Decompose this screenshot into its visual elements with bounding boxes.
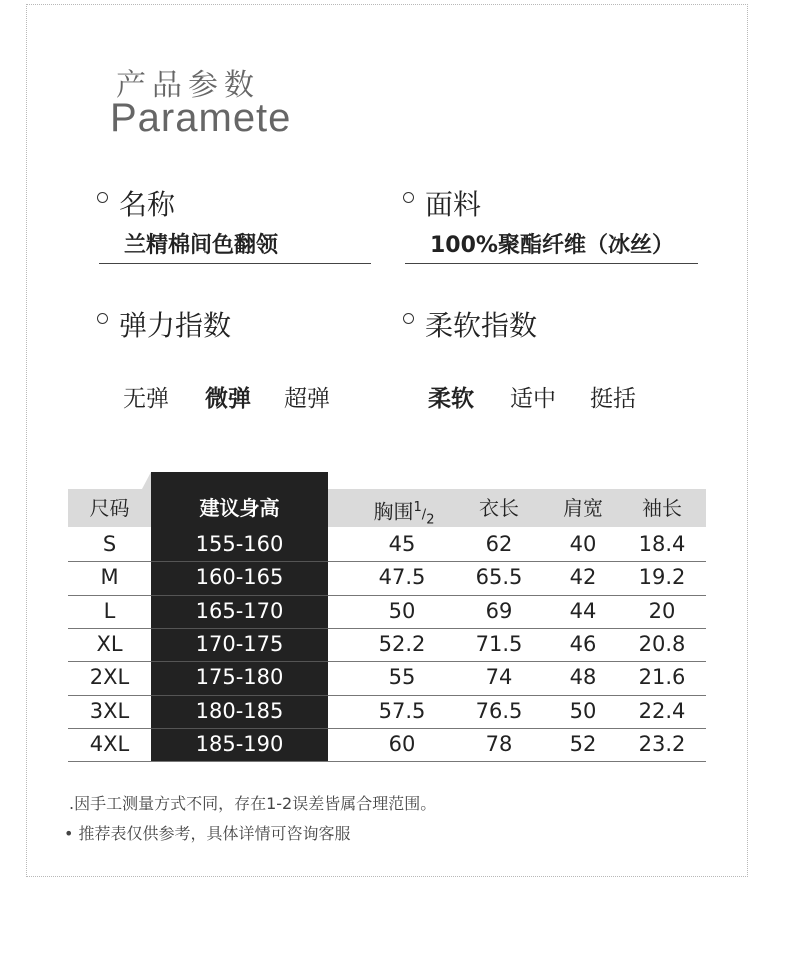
cell-sleeve: 23.2 (638, 731, 686, 756)
cell-chest: 47.5 (378, 565, 426, 590)
cell-height: 185-190 (195, 731, 284, 756)
elasticity-option-none: 无弹 (123, 386, 169, 412)
cell-length: 62 (485, 532, 513, 556)
cell-shoulder: 44 (569, 598, 597, 623)
note-reference: • 推荐表仅供参考，具体详情可咨询客服 (64, 824, 351, 843)
bullet-circle-icon (403, 313, 414, 324)
cell-sleeve: 20 (648, 598, 676, 623)
softness-option-stiff: 挺括 (590, 386, 636, 412)
section-title-cn: 产品参数 (116, 68, 260, 103)
elasticity-option-high: 超弹 (284, 386, 330, 412)
cell-length: 78 (485, 731, 513, 756)
cell-height: 175-180 (195, 665, 284, 690)
cell-size: 2XL (89, 665, 130, 690)
header-chest-sub: 2 (426, 512, 435, 528)
cell-shoulder: 46 (569, 631, 597, 656)
cell-size: L (103, 598, 116, 623)
cell-shoulder: 48 (569, 665, 597, 690)
cell-shoulder: 52 (569, 731, 597, 756)
bullet-circle-icon (97, 192, 108, 203)
cell-chest: 60 (388, 731, 416, 756)
cell-length: 76.5 (475, 698, 523, 723)
cell-size: 4XL (89, 731, 130, 756)
param-softness-label: 柔软指数 (425, 309, 538, 342)
cell-length: 71.5 (475, 631, 523, 656)
cell-length: 65.5 (475, 565, 523, 590)
elasticity-option-slight: 微弹 (205, 386, 251, 412)
param-name-value: 兰精棉间色翻领 (124, 233, 279, 258)
cell-chest: 50 (388, 598, 416, 623)
cell-chest: 45 (388, 532, 416, 556)
cell-height: 170-175 (195, 631, 284, 656)
param-name-underline (99, 263, 371, 264)
header-chest: 胸围$^1/_2$ (373, 499, 435, 528)
softness-option-medium: 适中 (510, 386, 556, 412)
param-fabric-label: 面料 (425, 188, 482, 221)
cell-sleeve: 19.2 (638, 565, 686, 590)
header-shoulder: 肩宽 (563, 496, 603, 520)
cell-length: 69 (485, 598, 513, 623)
param-fabric-underline (405, 263, 698, 264)
param-elasticity-label: 弹力指数 (119, 309, 232, 342)
cell-length: 74 (485, 665, 513, 690)
cell-shoulder: 40 (569, 532, 597, 556)
header-chest-label: 胸围 (373, 499, 414, 524)
cell-sleeve: 22.4 (638, 698, 686, 723)
cell-size: 3XL (89, 698, 130, 723)
cell-size: S (102, 532, 117, 556)
table-header-tab (142, 472, 151, 489)
header-length: 衣长 (479, 496, 519, 520)
bullet-circle-icon (97, 313, 108, 324)
section-title-en: Paramete (110, 96, 292, 140)
param-name-label: 名称 (119, 188, 176, 221)
header-height: 建议身高 (199, 496, 280, 520)
softness-option-soft: 柔软 (428, 386, 474, 412)
cell-size: XL (96, 631, 123, 656)
header-chest-sup: 1 (413, 500, 422, 515)
cell-height: 180-185 (195, 698, 284, 723)
cell-chest: 55 (388, 665, 416, 690)
cell-height: 155-160 (195, 532, 284, 556)
cell-shoulder: 50 (569, 698, 597, 723)
cell-sleeve: 21.6 (638, 665, 686, 690)
cell-shoulder: 42 (569, 565, 597, 590)
cell-sleeve: 20.8 (638, 631, 686, 656)
header-size: 尺码 (89, 496, 130, 520)
cell-height: 160-165 (195, 565, 284, 590)
row-divider (68, 761, 706, 762)
bullet-circle-icon (403, 192, 414, 203)
cell-chest: 57.5 (378, 698, 426, 723)
note-measurement: .因手工测量方式不同，存在1-2误差皆属合理范围。 (69, 794, 437, 813)
cell-height: 165-170 (195, 598, 284, 623)
param-fabric-value: 100%聚酯纤维（冰丝） (430, 233, 674, 258)
header-sleeve: 袖长 (642, 496, 682, 520)
cell-sleeve: 18.4 (638, 532, 686, 556)
cell-chest: 52.2 (378, 631, 426, 656)
cell-size: M (100, 565, 119, 590)
